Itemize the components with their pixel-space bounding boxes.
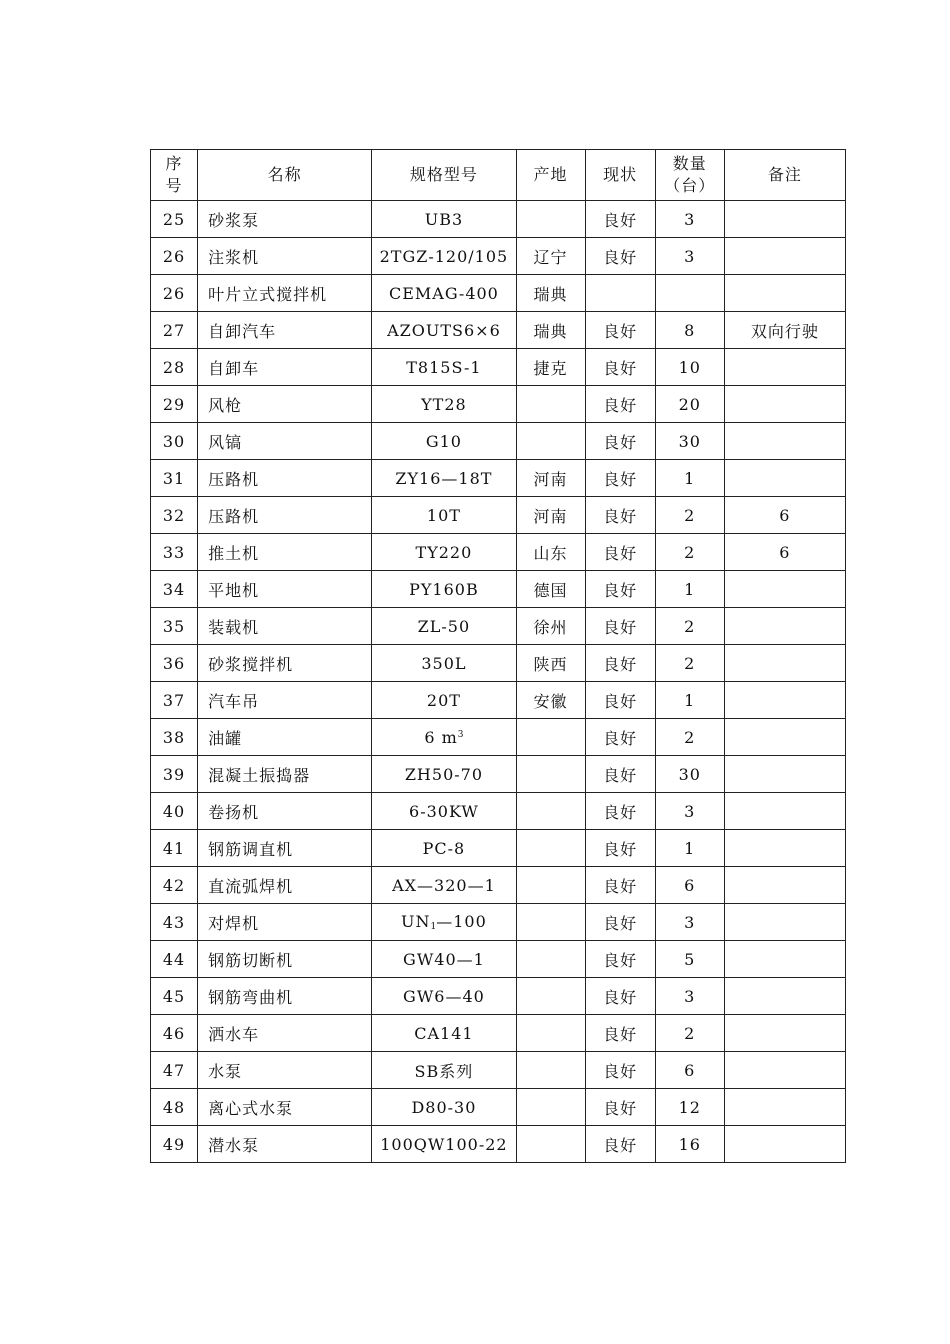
cell-spec: UB3 bbox=[372, 201, 516, 238]
table-row bbox=[151, 645, 846, 682]
cell-note bbox=[724, 1089, 845, 1126]
cell-origin: 山东 bbox=[516, 534, 585, 571]
cell-origin bbox=[516, 201, 585, 238]
cell-note: 6 bbox=[724, 497, 845, 534]
cell-spec: TY220 bbox=[372, 534, 516, 571]
table-row bbox=[151, 867, 846, 904]
table-row bbox=[151, 793, 846, 830]
cell-qty: 3 bbox=[655, 904, 724, 941]
cell-status: 良好 bbox=[585, 756, 655, 793]
cell-origin: 德国 bbox=[516, 571, 585, 608]
cell-status: 良好 bbox=[585, 608, 655, 645]
table-row bbox=[151, 608, 846, 645]
cell-qty: 2 bbox=[655, 608, 724, 645]
cell-status: 良好 bbox=[585, 867, 655, 904]
cell-no: 47 bbox=[151, 1052, 198, 1089]
cell-spec: G10 bbox=[372, 423, 516, 460]
cell-qty: 1 bbox=[655, 460, 724, 497]
cell-status: 良好 bbox=[585, 423, 655, 460]
spec-text: 6 m bbox=[424, 727, 458, 747]
cell-status: 良好 bbox=[585, 1126, 655, 1163]
table-row bbox=[151, 941, 846, 978]
cell-qty: 1 bbox=[655, 682, 724, 719]
cell-origin: 辽宁 bbox=[516, 238, 585, 275]
table-row bbox=[151, 1015, 846, 1052]
cell-status: 良好 bbox=[585, 460, 655, 497]
cell-origin: 陕西 bbox=[516, 645, 585, 682]
table-row bbox=[151, 756, 846, 793]
header-no bbox=[151, 150, 198, 201]
cell-name: 钢筋调直机 bbox=[198, 830, 372, 867]
cell-no: 44 bbox=[151, 941, 198, 978]
table-row bbox=[151, 719, 846, 756]
cell-note bbox=[724, 349, 845, 386]
cell-qty: 10 bbox=[655, 349, 724, 386]
cell-origin bbox=[516, 1052, 585, 1089]
table-row bbox=[151, 460, 846, 497]
cell-no: 46 bbox=[151, 1015, 198, 1052]
cell-name: 直流弧焊机 bbox=[198, 867, 372, 904]
cell-no: 40 bbox=[151, 793, 198, 830]
cell-origin: 捷克 bbox=[516, 349, 585, 386]
cell-qty: 3 bbox=[655, 793, 724, 830]
cell-qty: 16 bbox=[655, 1126, 724, 1163]
cell-spec: ZH50-70 bbox=[372, 756, 516, 793]
cell-note bbox=[724, 608, 845, 645]
cell-spec: YT28 bbox=[372, 386, 516, 423]
cell-name: 装载机 bbox=[198, 608, 372, 645]
table-row bbox=[151, 201, 846, 238]
table-row bbox=[151, 1052, 846, 1089]
cell-status: 良好 bbox=[585, 201, 655, 238]
cell-spec: ZL-50 bbox=[372, 608, 516, 645]
cell-spec: CA141 bbox=[372, 1015, 516, 1052]
cell-name: 叶片立式搅拌机 bbox=[198, 275, 372, 312]
cell-status: 良好 bbox=[585, 719, 655, 756]
cell-note bbox=[724, 756, 845, 793]
table-row bbox=[151, 312, 846, 349]
header-spec: 规格型号 bbox=[372, 150, 516, 201]
cell-status: 良好 bbox=[585, 312, 655, 349]
cell-note bbox=[724, 645, 845, 682]
cell-status bbox=[585, 275, 655, 312]
cell-no: 41 bbox=[151, 830, 198, 867]
cell-note bbox=[724, 904, 845, 941]
cell-spec bbox=[372, 719, 516, 756]
header-qty bbox=[655, 150, 724, 201]
cell-name: 平地机 bbox=[198, 571, 372, 608]
cell-note bbox=[724, 275, 845, 312]
cell-origin bbox=[516, 793, 585, 830]
cell-status: 良好 bbox=[585, 978, 655, 1015]
cell-note bbox=[724, 238, 845, 275]
cell-origin bbox=[516, 719, 585, 756]
cell-spec bbox=[372, 904, 516, 941]
cell-name: 自卸汽车 bbox=[198, 312, 372, 349]
cell-spec: AZOUTS6×6 bbox=[372, 312, 516, 349]
cell-no: 26 bbox=[151, 275, 198, 312]
table-row bbox=[151, 423, 846, 460]
cell-qty: 20 bbox=[655, 386, 724, 423]
cell-no: 49 bbox=[151, 1126, 198, 1163]
cell-note bbox=[724, 978, 845, 1015]
cell-no: 45 bbox=[151, 978, 198, 1015]
cell-qty: 2 bbox=[655, 534, 724, 571]
cell-no: 35 bbox=[151, 608, 198, 645]
cell-no: 36 bbox=[151, 645, 198, 682]
cell-qty: 1 bbox=[655, 571, 724, 608]
table-row bbox=[151, 497, 846, 534]
cell-qty: 12 bbox=[655, 1089, 724, 1126]
cell-name: 推土机 bbox=[198, 534, 372, 571]
cell-qty: 2 bbox=[655, 719, 724, 756]
cell-name: 钢筋弯曲机 bbox=[198, 978, 372, 1015]
cell-name: 洒水车 bbox=[198, 1015, 372, 1052]
cell-qty bbox=[655, 275, 724, 312]
cell-note: 双向行驶 bbox=[724, 312, 845, 349]
cell-status: 良好 bbox=[585, 1089, 655, 1126]
cell-note bbox=[724, 719, 845, 756]
cell-qty: 30 bbox=[655, 756, 724, 793]
cell-no: 25 bbox=[151, 201, 198, 238]
table-row bbox=[151, 349, 846, 386]
cell-spec: T815S-1 bbox=[372, 349, 516, 386]
cell-note bbox=[724, 201, 845, 238]
cell-status: 良好 bbox=[585, 645, 655, 682]
cell-qty: 3 bbox=[655, 238, 724, 275]
cell-origin: 安徽 bbox=[516, 682, 585, 719]
cell-no: 34 bbox=[151, 571, 198, 608]
cell-no: 48 bbox=[151, 1089, 198, 1126]
header-note: 备注 bbox=[724, 150, 845, 201]
cell-spec: 100QW100-22 bbox=[372, 1126, 516, 1163]
header-qty-line2: （台） bbox=[664, 176, 716, 195]
cell-note bbox=[724, 867, 845, 904]
cell-note bbox=[724, 386, 845, 423]
cell-spec: 6-30KW bbox=[372, 793, 516, 830]
header-status: 现状 bbox=[585, 150, 655, 201]
cell-name: 压路机 bbox=[198, 460, 372, 497]
cell-qty: 2 bbox=[655, 645, 724, 682]
cell-no: 29 bbox=[151, 386, 198, 423]
cell-status: 良好 bbox=[585, 386, 655, 423]
cell-qty: 2 bbox=[655, 497, 724, 534]
cell-qty: 8 bbox=[655, 312, 724, 349]
cell-note bbox=[724, 1052, 845, 1089]
cell-name: 压路机 bbox=[198, 497, 372, 534]
cell-qty: 6 bbox=[655, 867, 724, 904]
table-row bbox=[151, 1089, 846, 1126]
cell-name: 自卸车 bbox=[198, 349, 372, 386]
cell-spec: GW40—1 bbox=[372, 941, 516, 978]
cell-name: 砂浆泵 bbox=[198, 201, 372, 238]
cell-name: 离心式水泵 bbox=[198, 1089, 372, 1126]
header-name: 名称 bbox=[198, 150, 372, 201]
cell-qty: 3 bbox=[655, 201, 724, 238]
table-row bbox=[151, 571, 846, 608]
cell-origin bbox=[516, 830, 585, 867]
cell-name: 混凝土振捣器 bbox=[198, 756, 372, 793]
spec-superscript: 3 bbox=[457, 729, 464, 740]
cell-qty: 1 bbox=[655, 830, 724, 867]
cell-name: 注浆机 bbox=[198, 238, 372, 275]
cell-no: 27 bbox=[151, 312, 198, 349]
cell-no: 30 bbox=[151, 423, 198, 460]
header-qty-line1: 数量 bbox=[672, 154, 707, 173]
table-row bbox=[151, 904, 846, 941]
cell-origin: 河南 bbox=[516, 460, 585, 497]
cell-origin bbox=[516, 386, 585, 423]
cell-origin bbox=[516, 1126, 585, 1163]
cell-origin: 徐州 bbox=[516, 608, 585, 645]
cell-spec: 10T bbox=[372, 497, 516, 534]
cell-note bbox=[724, 1126, 845, 1163]
cell-spec: 20T bbox=[372, 682, 516, 719]
cell-origin bbox=[516, 1089, 585, 1126]
cell-no: 43 bbox=[151, 904, 198, 941]
cell-name: 钢筋切断机 bbox=[198, 941, 372, 978]
cell-spec: ZY16—18T bbox=[372, 460, 516, 497]
cell-origin bbox=[516, 756, 585, 793]
cell-note bbox=[724, 460, 845, 497]
cell-status: 良好 bbox=[585, 534, 655, 571]
cell-name: 对焊机 bbox=[198, 904, 372, 941]
spec-subscript: 1 bbox=[430, 922, 437, 932]
cell-name: 油罐 bbox=[198, 719, 372, 756]
table-row bbox=[151, 238, 846, 275]
cell-note bbox=[724, 793, 845, 830]
cell-status: 良好 bbox=[585, 238, 655, 275]
cell-status: 良好 bbox=[585, 497, 655, 534]
cell-no: 26 bbox=[151, 238, 198, 275]
cell-no: 32 bbox=[151, 497, 198, 534]
table-body bbox=[151, 201, 846, 1163]
cell-status: 良好 bbox=[585, 1052, 655, 1089]
equipment-table bbox=[150, 149, 846, 1163]
cell-name: 卷扬机 bbox=[198, 793, 372, 830]
cell-status: 良好 bbox=[585, 830, 655, 867]
cell-qty: 5 bbox=[655, 941, 724, 978]
cell-spec: 350L bbox=[372, 645, 516, 682]
cell-status: 良好 bbox=[585, 793, 655, 830]
cell-note bbox=[724, 941, 845, 978]
cell-origin: 瑞典 bbox=[516, 275, 585, 312]
cell-name: 砂浆搅拌机 bbox=[198, 645, 372, 682]
cell-spec: SB系列 bbox=[372, 1052, 516, 1089]
cell-note: 6 bbox=[724, 534, 845, 571]
cell-note bbox=[724, 571, 845, 608]
cell-note bbox=[724, 1015, 845, 1052]
cell-spec: AX—320—1 bbox=[372, 867, 516, 904]
cell-no: 31 bbox=[151, 460, 198, 497]
cell-status: 良好 bbox=[585, 1015, 655, 1052]
cell-origin: 瑞典 bbox=[516, 312, 585, 349]
cell-no: 28 bbox=[151, 349, 198, 386]
cell-no: 39 bbox=[151, 756, 198, 793]
cell-no: 37 bbox=[151, 682, 198, 719]
cell-no: 38 bbox=[151, 719, 198, 756]
table-row bbox=[151, 978, 846, 1015]
cell-origin bbox=[516, 978, 585, 1015]
header-origin: 产地 bbox=[516, 150, 585, 201]
header-no-line1: 序 bbox=[165, 154, 183, 173]
cell-name: 风枪 bbox=[198, 386, 372, 423]
cell-origin bbox=[516, 1015, 585, 1052]
table-row bbox=[151, 534, 846, 571]
cell-qty: 6 bbox=[655, 1052, 724, 1089]
cell-spec: GW6—40 bbox=[372, 978, 516, 1015]
table-row bbox=[151, 1126, 846, 1163]
cell-name: 汽车吊 bbox=[198, 682, 372, 719]
cell-qty: 3 bbox=[655, 978, 724, 1015]
cell-qty: 2 bbox=[655, 1015, 724, 1052]
spec-text: UN bbox=[401, 912, 431, 931]
cell-status: 良好 bbox=[585, 904, 655, 941]
cell-note bbox=[724, 423, 845, 460]
cell-spec: PC-8 bbox=[372, 830, 516, 867]
header-no-line2: 号 bbox=[165, 176, 183, 195]
cell-origin bbox=[516, 941, 585, 978]
cell-name: 风镐 bbox=[198, 423, 372, 460]
cell-name: 水泵 bbox=[198, 1052, 372, 1089]
cell-origin bbox=[516, 423, 585, 460]
cell-status: 良好 bbox=[585, 682, 655, 719]
header-row bbox=[151, 150, 846, 201]
cell-spec: PY160B bbox=[372, 571, 516, 608]
cell-status: 良好 bbox=[585, 349, 655, 386]
cell-status: 良好 bbox=[585, 941, 655, 978]
cell-origin bbox=[516, 904, 585, 941]
cell-origin bbox=[516, 867, 585, 904]
cell-no: 33 bbox=[151, 534, 198, 571]
cell-spec: D80-30 bbox=[372, 1089, 516, 1126]
cell-qty: 30 bbox=[655, 423, 724, 460]
cell-note bbox=[724, 682, 845, 719]
cell-no: 42 bbox=[151, 867, 198, 904]
table-row bbox=[151, 830, 846, 867]
spec-tail: —100 bbox=[436, 912, 487, 931]
table-row bbox=[151, 386, 846, 423]
cell-status: 良好 bbox=[585, 571, 655, 608]
table-row bbox=[151, 275, 846, 312]
cell-origin: 河南 bbox=[516, 497, 585, 534]
cell-spec: CEMAG-400 bbox=[372, 275, 516, 312]
cell-spec: 2TGZ-120/105 bbox=[372, 238, 516, 275]
cell-name: 潜水泵 bbox=[198, 1126, 372, 1163]
table-row bbox=[151, 682, 846, 719]
cell-note bbox=[724, 830, 845, 867]
